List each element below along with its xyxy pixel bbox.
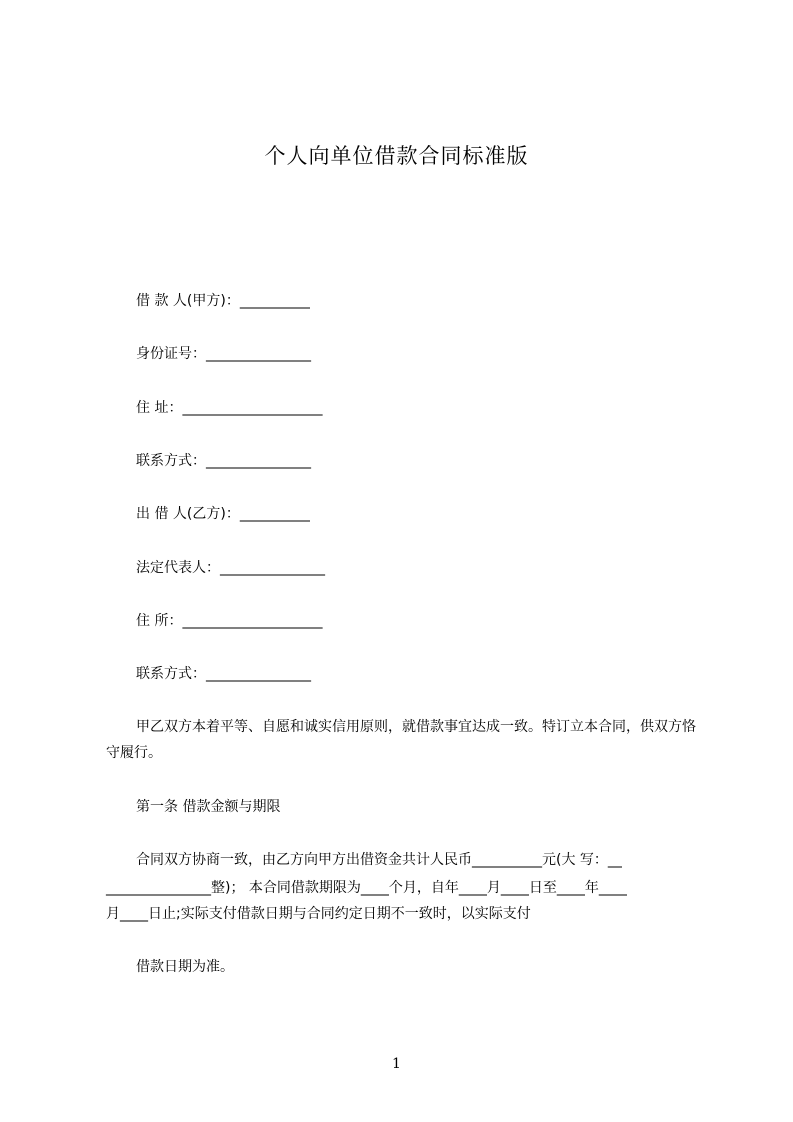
borrower-contact-field: 联系方式：_______________: [136, 453, 311, 469]
section-1-line-1: 合同双方协商一致，由乙方向甲方出借资金共计人民币__________元(大 写：__: [136, 852, 622, 868]
lender-name-field: 出 借 人(乙方)：__________: [136, 506, 310, 522]
borrower-address-field: 住 址：____________________: [136, 400, 323, 416]
page-number: 1: [392, 1056, 401, 1072]
document-title: 个人向单位借款合同标准版: [264, 144, 529, 168]
lender-address-field: 住 所：____________________: [136, 613, 323, 629]
borrower-name-field: 借 款 人(甲方)：__________: [136, 293, 310, 309]
section-1-line-2: _______________整)； 本合同借款期限为____个月，自年____月____日至____年____: [106, 880, 627, 896]
section-1-tail: 借款日期为准。: [136, 959, 234, 975]
intro-paragraph: 甲乙双方本着平等、自愿和诚实信用原则，就借款事宜达成一致。特订立本合同，供双方恪守履行。: [106, 719, 696, 761]
lender-contact-field: 联系方式：_______________: [136, 666, 311, 682]
section-1-heading: 第一条 借款金额与期限: [136, 799, 281, 815]
borrower-id-number-field: 身份证号：_______________: [136, 346, 311, 362]
legal-representative-field: 法定代表人：_______________: [136, 560, 325, 576]
section-1-line-3: 月____日止;实际支付借款日期与合同约定日期不一致时，以实际支付: [106, 906, 531, 922]
